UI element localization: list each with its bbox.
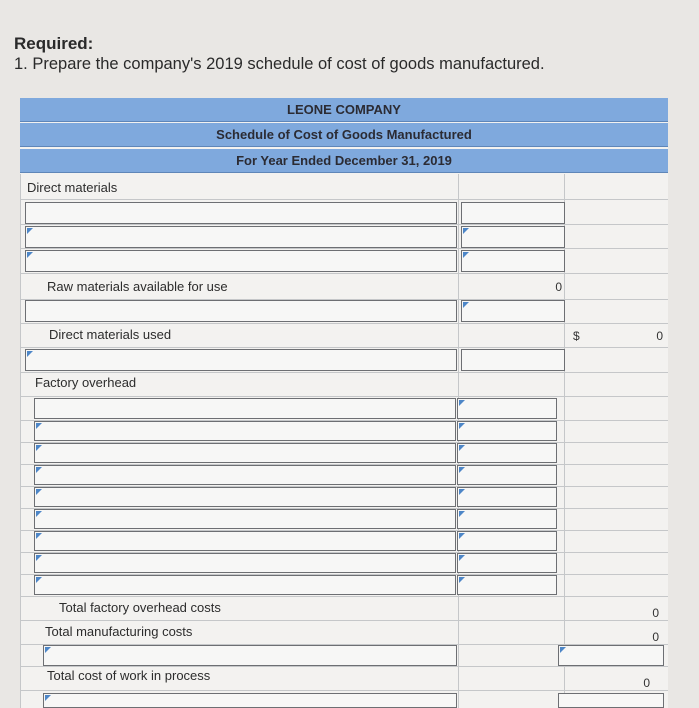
overhead-account-input[interactable] bbox=[34, 575, 456, 595]
factory-overhead-heading: Factory overhead bbox=[35, 375, 137, 390]
required-instruction: 1. Prepare the company's 2019 schedule of cost of goods manufactured. bbox=[14, 55, 545, 73]
total-factory-overhead-label: Total factory overhead costs bbox=[59, 600, 221, 615]
row-line bbox=[20, 323, 668, 324]
row-line bbox=[20, 690, 668, 691]
raw-materials-available-label: Raw materials available for use bbox=[47, 279, 228, 294]
overhead-account-input[interactable] bbox=[34, 487, 456, 507]
wip-amount-input[interactable] bbox=[558, 693, 664, 708]
required-section bbox=[14, 34, 545, 74]
dm-account-input[interactable] bbox=[25, 226, 457, 248]
row-line bbox=[20, 620, 668, 621]
total-manufacturing-costs-value: 0 bbox=[652, 630, 659, 644]
row-line bbox=[20, 224, 668, 225]
wip-amount-input[interactable] bbox=[558, 645, 664, 666]
overhead-account-input[interactable] bbox=[34, 553, 456, 573]
dm-amount-input[interactable] bbox=[461, 250, 565, 272]
period-header: For Year Ended December 31, 2019 bbox=[20, 149, 668, 173]
total-factory-overhead-value: 0 bbox=[652, 606, 659, 620]
company-name-header: LEONE COMPANY bbox=[20, 98, 668, 122]
row-line bbox=[20, 666, 668, 667]
overhead-amount-input[interactable] bbox=[457, 421, 557, 441]
overhead-amount-input[interactable] bbox=[457, 487, 557, 507]
dm-amount-input[interactable] bbox=[461, 349, 565, 371]
row-line bbox=[20, 396, 668, 397]
cogm-schedule-table bbox=[20, 98, 668, 708]
wip-account-input[interactable] bbox=[43, 693, 457, 708]
overhead-amount-input[interactable] bbox=[457, 509, 557, 529]
overhead-amount-input[interactable] bbox=[457, 575, 557, 595]
total-cost-wip-label: Total cost of work in process bbox=[47, 668, 211, 683]
row-line bbox=[20, 596, 668, 597]
overhead-account-input[interactable] bbox=[34, 443, 456, 463]
dm-account-input[interactable] bbox=[25, 300, 457, 322]
overhead-amount-input[interactable] bbox=[457, 398, 557, 419]
row-line bbox=[20, 372, 668, 373]
schedule-title-header: Schedule of Cost of Goods Manufactured bbox=[20, 123, 668, 147]
raw-materials-available-value: 0 bbox=[555, 280, 562, 294]
direct-materials-used-label: Direct materials used bbox=[49, 327, 172, 342]
dm-amount-input[interactable] bbox=[461, 226, 565, 248]
total-manufacturing-costs-label: Total manufacturing costs bbox=[45, 624, 193, 639]
overhead-account-input[interactable] bbox=[34, 398, 456, 419]
dm-amount-input[interactable] bbox=[461, 300, 565, 322]
overhead-account-input[interactable] bbox=[34, 509, 456, 529]
overhead-amount-input[interactable] bbox=[457, 531, 557, 551]
wip-account-input[interactable] bbox=[43, 645, 457, 666]
total-cost-wip-value: 0 bbox=[643, 676, 650, 690]
dm-amount-input[interactable] bbox=[461, 202, 565, 224]
overhead-amount-input[interactable] bbox=[457, 553, 557, 573]
row-line bbox=[20, 199, 668, 200]
overhead-amount-input[interactable] bbox=[457, 443, 557, 463]
row-line bbox=[20, 248, 668, 249]
row-line bbox=[20, 347, 668, 348]
dm-account-input[interactable] bbox=[25, 202, 457, 224]
overhead-account-input[interactable] bbox=[34, 421, 456, 441]
overhead-amount-input[interactable] bbox=[457, 465, 557, 485]
left-border bbox=[20, 174, 21, 708]
col-divider-1 bbox=[458, 174, 459, 708]
row-line bbox=[20, 273, 668, 274]
overhead-account-input[interactable] bbox=[34, 465, 456, 485]
required-title: Required: bbox=[14, 34, 94, 53]
direct-materials-used-value: 0 bbox=[656, 329, 663, 343]
overhead-account-input[interactable] bbox=[34, 531, 456, 551]
direct-materials-heading: Direct materials bbox=[27, 180, 118, 195]
dm-account-input[interactable] bbox=[25, 349, 457, 371]
dm-account-input[interactable] bbox=[25, 250, 457, 272]
dollar-sign: $ bbox=[573, 329, 580, 343]
